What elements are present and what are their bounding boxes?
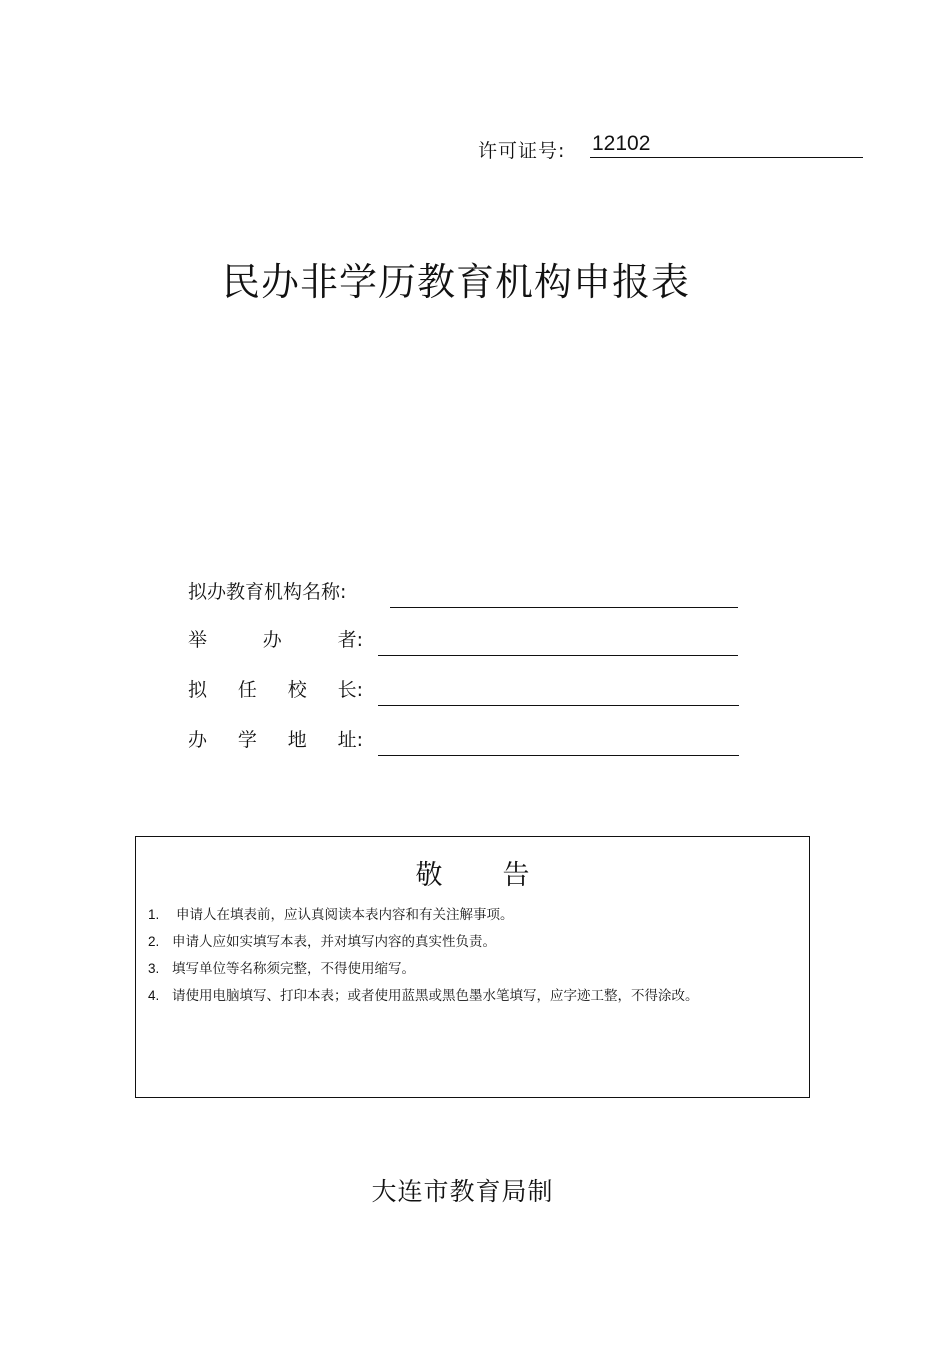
page-title: 民办非学历教育机构申报表	[222, 260, 691, 304]
notice-item-number: 3.	[148, 961, 160, 976]
notice-item	[148, 984, 738, 1008]
form-row-institution-name	[188, 578, 740, 608]
form-row-principal	[188, 676, 740, 706]
address-label: 办 学 地 址:	[188, 729, 363, 751]
license-value-field[interactable]: 12102	[590, 132, 863, 158]
form-row-address	[188, 726, 740, 756]
issuer-footer: 大连市教育局制	[371, 1177, 554, 1206]
notice-item-number: 2.	[148, 934, 160, 949]
principal-field[interactable]	[378, 705, 739, 706]
organizer-label: 举 办 者:	[188, 629, 363, 651]
notice-item-number: 4.	[148, 988, 160, 1003]
notice-item	[148, 957, 738, 981]
license-number	[478, 132, 863, 160]
notice-list	[148, 903, 738, 1011]
notice-box	[135, 836, 810, 1098]
form-row-organizer	[188, 626, 740, 656]
license-label: 许可证号:	[478, 140, 566, 162]
principal-label: 拟 任 校 长:	[188, 679, 363, 701]
institution-name-label: 拟办教育机构名称:	[188, 581, 347, 603]
notice-item-text: 申请人在填表前，应认真阅读本表内容和有关注解事项。	[176, 907, 514, 923]
notice-item	[148, 930, 738, 954]
notice-item-number: 1.	[148, 907, 160, 922]
address-field[interactable]	[378, 755, 739, 756]
notice-item-text: 请使用电脑填写、打印本表；或者使用蓝黑或黑色墨水笔填写，应字迹工整，不得涂改。	[172, 988, 699, 1004]
institution-name-field[interactable]	[390, 607, 738, 608]
notice-item-text: 申请人应如实填写本表，并对填写内容的真实性负责。	[172, 934, 496, 950]
notice-item	[148, 903, 738, 927]
notice-item-text: 填写单位等名称须完整，不得使用缩写。	[172, 961, 415, 977]
organizer-field[interactable]	[378, 655, 738, 656]
notice-heading: 敬告	[415, 860, 590, 891]
